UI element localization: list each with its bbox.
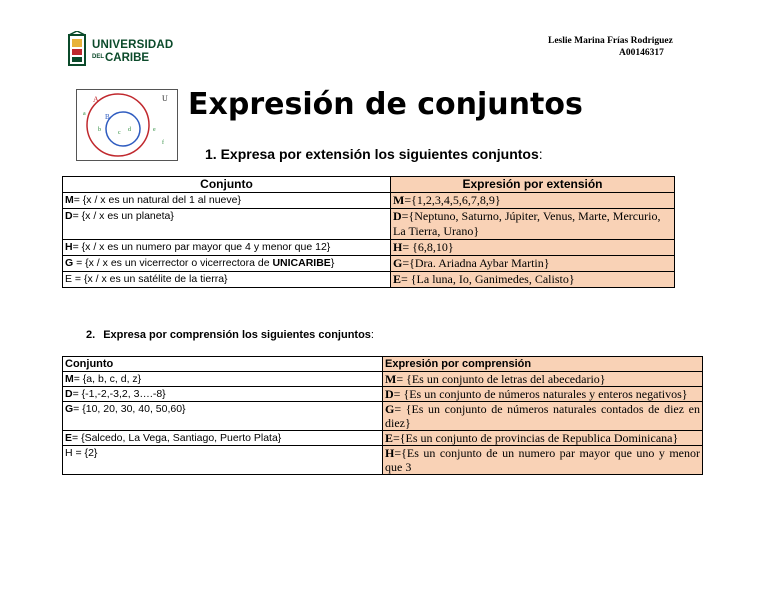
table-row xyxy=(63,256,675,272)
set-expression xyxy=(391,272,675,288)
set-name: H xyxy=(65,241,73,253)
logo-text-del: DEL xyxy=(92,54,104,60)
venn-label-a-small: a xyxy=(83,111,86,117)
set-name: D xyxy=(65,210,73,222)
table-row xyxy=(63,193,675,209)
table-row xyxy=(63,272,675,288)
set-definition xyxy=(63,431,383,446)
set-definition xyxy=(63,209,391,240)
set-rule: = {a, b, c, d, z} xyxy=(73,373,142,385)
question-2-heading xyxy=(86,329,374,341)
expression-value: = {La luna, Io, Ganimedes, Calisto} xyxy=(401,272,575,286)
set-rule: = {x / x es un vicerrector o vicerrectora de xyxy=(73,257,273,269)
author-name: Leslie Marina Frías Rodriguez xyxy=(548,36,673,46)
extension-table xyxy=(62,176,675,288)
venn-label-b-small: b xyxy=(98,127,101,133)
question-2-text: Expresa por comprensión los siguientes conjuntos xyxy=(103,329,371,341)
set-definition xyxy=(63,256,391,272)
expression-value: = {Es un conjunto de números naturales contados de diez en diez} xyxy=(385,402,700,430)
set-name: M xyxy=(65,194,74,206)
expression-label: D xyxy=(393,209,402,223)
university-logo xyxy=(66,31,186,69)
set-rule: = {x / x es un satélite de la tierra} xyxy=(72,273,228,285)
expression-value: ={Neptuno, Saturno, Júpiter, Venus, Marte, Mercurio, La Tierra, Urano} xyxy=(393,209,661,238)
expression-label: M xyxy=(393,193,405,207)
set-expression xyxy=(391,193,675,209)
set-rule: = {10, 20, 30, 40, 50,60} xyxy=(73,403,186,415)
set-rule: = {x / x es un numero par mayor que 4 y menor que 12} xyxy=(72,241,331,253)
set-name: G xyxy=(65,403,74,415)
expression-label: D xyxy=(385,387,394,401)
set-definition xyxy=(63,446,383,475)
page-title: Expresión de conjuntos xyxy=(188,87,583,122)
set-expression xyxy=(383,372,703,387)
expression-value: = {Es un conjunto de números naturales y enteros negativos} xyxy=(393,387,688,401)
author-id: A00146317 xyxy=(619,48,664,58)
set-name: D xyxy=(65,388,73,400)
column-header-conjunto: Conjunto xyxy=(63,177,391,193)
question-2-colon: : xyxy=(370,329,374,341)
set-expression xyxy=(383,446,703,475)
set-definition xyxy=(63,193,391,209)
venn-diagram xyxy=(76,89,178,161)
venn-label-b: B xyxy=(105,113,110,121)
table-row xyxy=(63,431,703,446)
set-name: G xyxy=(65,257,74,269)
set-name: H xyxy=(65,447,73,459)
set-definition xyxy=(63,372,383,387)
expression-value: = {Es un conjunto de letras del abecedario} xyxy=(396,372,606,386)
table-row xyxy=(63,240,675,256)
question-2-number: 2. xyxy=(86,329,96,341)
set-expression xyxy=(383,387,703,402)
venn-label-u: U xyxy=(162,94,168,103)
venn-label-e: e xyxy=(153,127,156,133)
table-row xyxy=(63,387,703,402)
expression-label: G xyxy=(393,256,403,270)
expression-label: G xyxy=(385,402,395,416)
venn-label-c: c xyxy=(118,130,121,136)
column-header-conjunto: Conjunto xyxy=(63,357,383,372)
set-expression xyxy=(383,402,703,431)
expression-label: M xyxy=(385,372,397,386)
expression-value: = {6,8,10} xyxy=(402,240,454,254)
question-1-heading xyxy=(205,146,543,162)
set-name: E xyxy=(65,273,73,285)
set-rule-bold: UNICARIBE xyxy=(272,257,331,269)
set-expression xyxy=(391,240,675,256)
expression-label: E xyxy=(393,272,402,286)
expression-value: ={Dra. Ariadna Aybar Martin} xyxy=(402,256,550,270)
expression-value: ={Es un conjunto de provincias de Republica Dominicana} xyxy=(393,431,679,445)
set-rule: = {Salcedo, La Vega, Santiago, Puerto Plata} xyxy=(72,432,282,444)
set-expression xyxy=(383,431,703,446)
expression-label: H xyxy=(393,240,403,254)
column-header-expresion: Expresión por extensión xyxy=(391,177,675,193)
set-definition xyxy=(63,387,383,402)
logo-text-caribe-word: CARIBE xyxy=(105,52,150,64)
set-definition xyxy=(63,402,383,431)
logo-text-caribe xyxy=(92,52,149,64)
question-1-text: 1. Expresa por extensión los siguientes conjuntos xyxy=(205,146,539,162)
table-header-row xyxy=(63,357,703,372)
set-rule: = {2} xyxy=(72,447,98,459)
table-row xyxy=(63,446,703,475)
set-name: M xyxy=(65,373,74,385)
expression-label: E xyxy=(385,431,394,445)
table-row xyxy=(63,402,703,431)
set-rule: = {x / x es un natural del 1 al nueve} xyxy=(73,194,241,206)
expression-value: ={1,2,3,4,5,6,7,8,9} xyxy=(404,193,501,207)
expression-label: H xyxy=(385,446,395,460)
column-header-expresion: Expresión por comprensión xyxy=(383,357,703,372)
university-crest-icon xyxy=(66,31,88,67)
table-row xyxy=(63,372,703,387)
set-expression xyxy=(391,209,675,240)
venn-label-d: d xyxy=(128,127,131,133)
table-row xyxy=(63,209,675,240)
set-rule-end: } xyxy=(330,257,335,269)
set-definition xyxy=(63,272,391,288)
set-rule: = {-1,-2,-3,2, 3….-8} xyxy=(72,388,166,400)
logo-text-universidad: UNIVERSIDAD xyxy=(92,39,174,51)
comprehension-table xyxy=(62,356,703,475)
table-header-row xyxy=(63,177,675,193)
set-name: E xyxy=(65,432,73,444)
set-definition xyxy=(63,240,391,256)
set-expression xyxy=(391,256,675,272)
venn-label-f: f xyxy=(162,140,164,146)
set-rule: = {x / x es un planeta} xyxy=(72,210,174,222)
expression-value: ={Es un conjunto de un numero par mayor que uno y menor que 3 xyxy=(385,446,700,474)
venn-label-a: A xyxy=(93,95,99,104)
question-1-colon: : xyxy=(538,146,543,162)
